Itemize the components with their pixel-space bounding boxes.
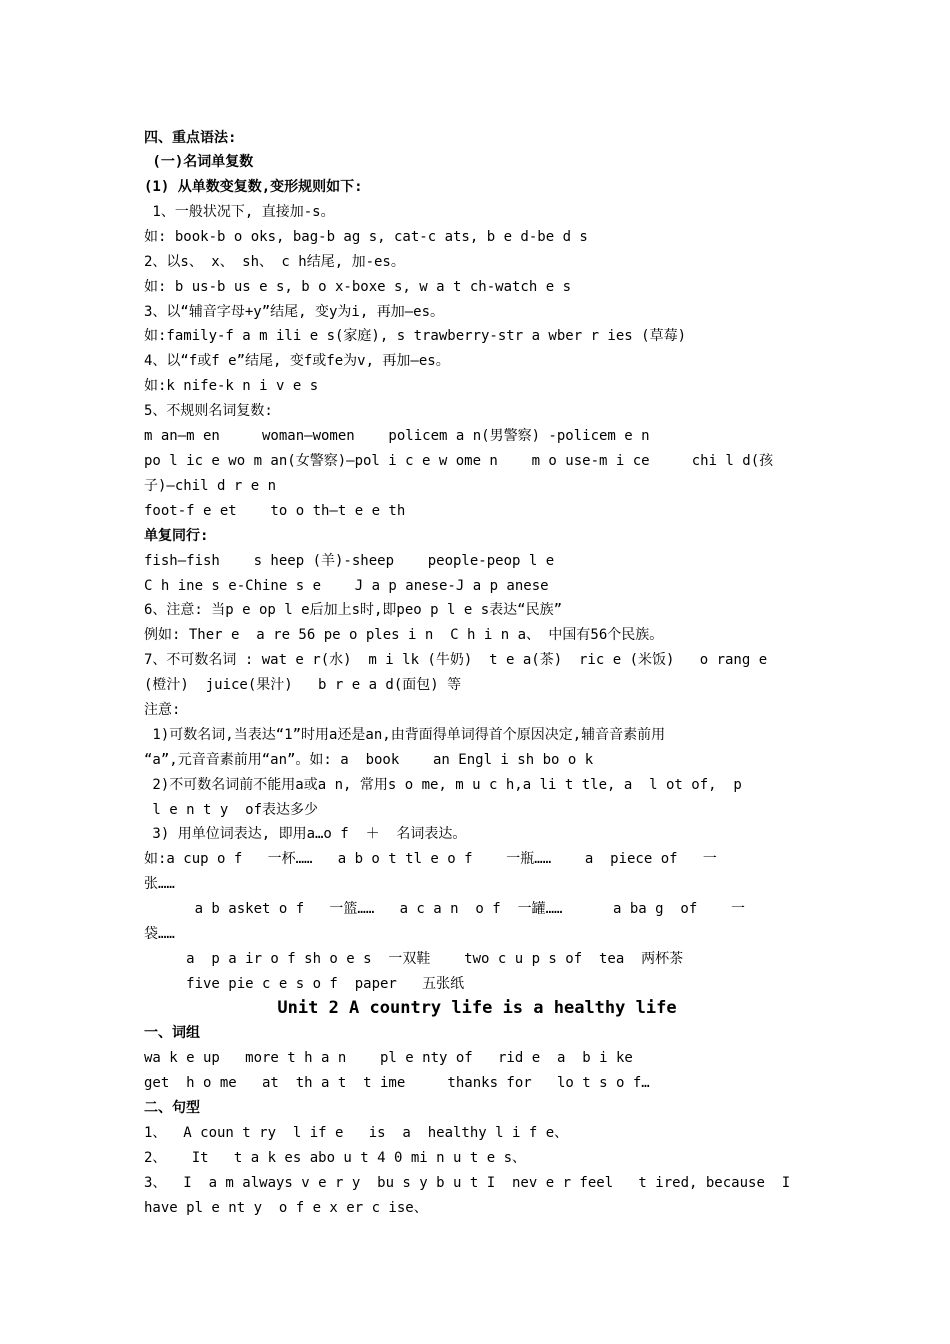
text-line: five pie c e s o f paper 五张纸 <box>144 976 465 992</box>
text-line: 例如: Ther e a re 56 pe o ples i n C h i n a、 中国有56个民族。 <box>144 627 664 643</box>
text-line: 注意: <box>144 702 181 718</box>
text-line: m an—m en woman—women policem a n(男警察) -policem e n <box>144 428 650 444</box>
text-line: po l ic e wo m an(女警察)—pol i c e w ome n m o use-m i ce chi l d(孩 <box>144 453 774 469</box>
text-line: (橙汁) juice(果汁) b r e a d(面包) 等 <box>144 677 462 693</box>
text-line: 如:a cup o f 一杯…… a b o t tl e o f 一瓶…… a piece of 一 <box>144 851 717 867</box>
text-line: a b asket o f 一篮…… a c a n o f 一罐…… a ba g of 一 <box>144 901 746 917</box>
text-line: 5、不规则名词复数: <box>144 403 273 419</box>
text-line: 如: b us-b us e s, b o x-boxe s, w a t ch-watch e s <box>144 279 572 295</box>
text-line: 袋…… <box>144 926 175 942</box>
rule-heading: (1) 从单数变复数,变形规则如下: <box>144 179 363 195</box>
text-line: 如:family-f a m ili e s(家庭), s trawberry-str a wber r ies (草莓) <box>144 328 687 344</box>
text-line: 如:k nife-k n i v e s <box>144 378 319 394</box>
text-line: 张…… <box>144 876 175 892</box>
text-line: l e n t y of表达多少 <box>144 802 319 818</box>
text-line: 1、一般状况下, 直接加-s。 <box>144 204 335 220</box>
section-heading-sentences: 二、句型 <box>144 1100 200 1116</box>
text-line: 3、 I a m always v e r y bu s y b u t I nev e r feel t ired, because I <box>144 1175 791 1191</box>
subheading-same-form: 单复同行: <box>144 528 209 544</box>
text-line: have pl e nt y o f e x er c ise、 <box>144 1200 428 1216</box>
unit-title: Unit 2 A country life is a healthy life <box>277 998 677 1018</box>
text-line: 7、不可数名词 : wat e r(水) m i lk (牛奶) t e a(茶) ric e (米饭) o rang e <box>144 652 768 668</box>
text-line: “a”,元音音素前用“an”。如: a book an Engl i sh bo o k <box>144 752 594 768</box>
text-line: wa k e up more t h a n pl e nty of rid e a b i ke <box>144 1050 633 1066</box>
text-line: get h o me at th a t t ime thanks for lo t s o f… <box>144 1075 650 1091</box>
text-line: 6、注意: 当p e op l e后加上s时,即peo p l e s表达“民族” <box>144 602 563 618</box>
section-heading-phrases: 一、词组 <box>144 1025 200 1041</box>
text-line: C h ine s e-Chine s e J a p anese-J a p anese <box>144 578 549 594</box>
text-line: 如: book-b o oks, bag-b ag s, cat-c ats, b e d-be d s <box>144 229 588 245</box>
text-line: 1)可数名词,当表达“1”时用a还是an,由背面得单词得首个原因决定,辅音音素前用 <box>144 727 666 743</box>
subheading-noun-number: (一)名词单复数 <box>144 154 254 170</box>
text-line: 2)不可数名词前不能用a或a n, 常用s o me, m u c h,a li t tle, a l ot of, p <box>144 777 742 793</box>
text-line: 2、以s、 x、 sh、 c h结尾, 加-es。 <box>144 254 405 270</box>
text-line: 4、以“f或f e”结尾, 变f或fe为v, 再加—es。 <box>144 353 450 369</box>
text-line: 1、 A coun t ry l if e is a healthy l i f e、 <box>144 1125 569 1141</box>
text-line: fish—fish s heep (羊)-sheep people-peop l e <box>144 553 555 569</box>
text-line: foot-f e et to o th—t e e th <box>144 503 406 519</box>
section-heading-grammar: 四、重点语法: <box>144 130 237 146</box>
text-line: 子)—chil d r e n <box>144 478 277 494</box>
text-line: 3) 用单位词表达, 即用a…o f ＋ 名词表达。 <box>144 826 467 842</box>
text-line: 2、 It t a k es abo u t 4 0 mi n u t e s、 <box>144 1150 527 1166</box>
text-line: a p a ir o f sh o e s 一双鞋 two c u p s of tea 两杯茶 <box>144 951 684 967</box>
text-line: 3、以“辅音字母+y”结尾, 变y为i, 再加—es。 <box>144 304 445 320</box>
